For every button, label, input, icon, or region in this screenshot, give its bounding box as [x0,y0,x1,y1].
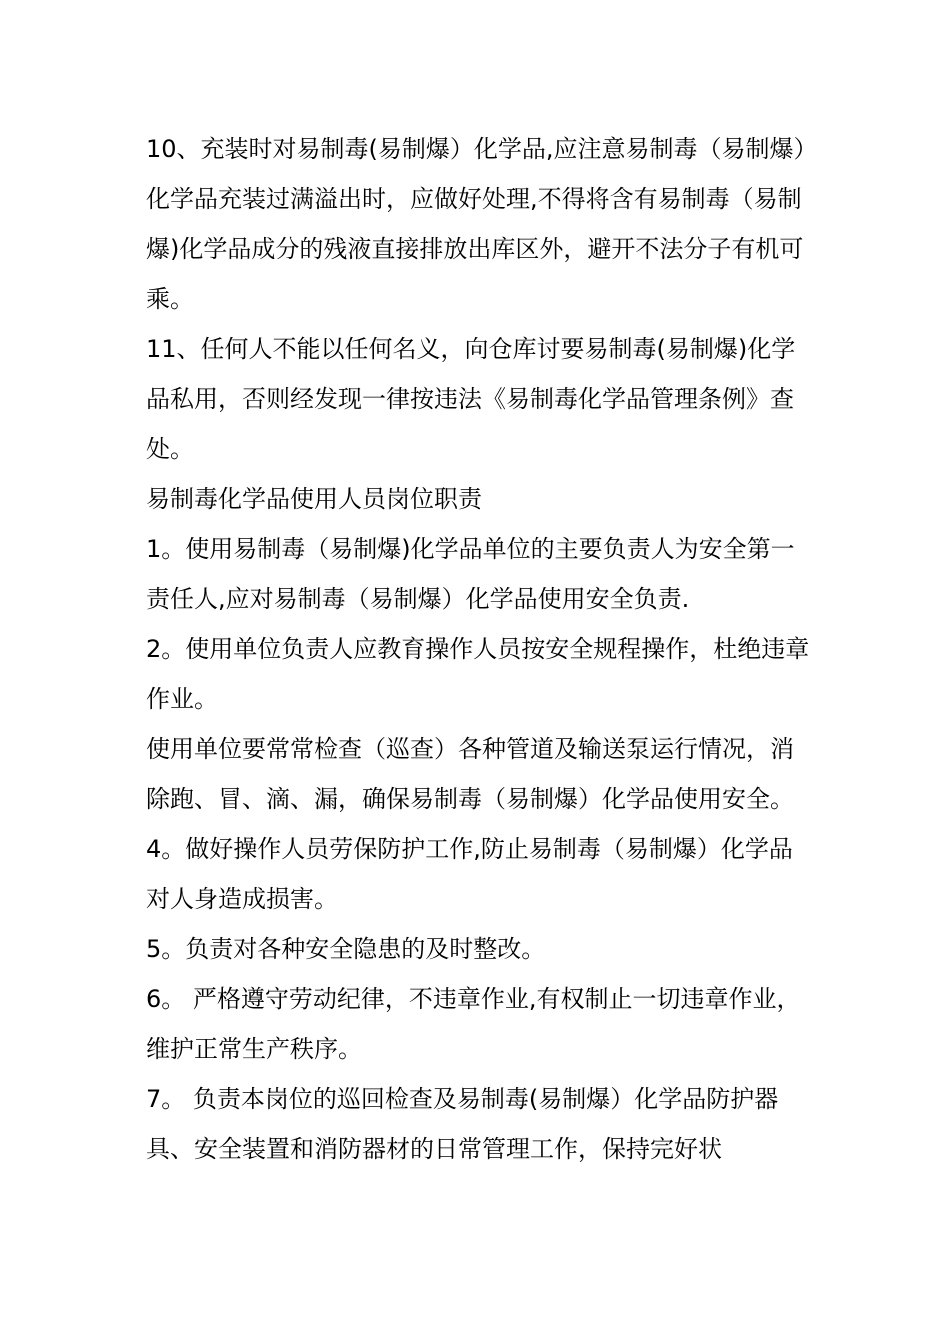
duty-item-4: 4。做好操作人员劳保防护工作,防止易制毒（易制爆）化学品对人身造成损害。 [146,835,793,913]
paragraph-11-private-use: 11、任何人不能以任何名义，向仓库讨要易制毒(易制爆)化学品私用，否则经发现一律按违法《易制毒化学品管理条例》查处。 [146,335,796,463]
duty-item-7: 7。 负责本岗位的巡回检查及易制毒(易制爆）化学品防护器具、安全装置和消防器材的日常管理工作，保持完好状 [146,1085,779,1163]
duty-item-6: 6。 严格遵守劳动纪律，不违章作业,有权制止一切违章作业，维护正常生产秩序。 [146,985,801,1063]
section-heading: 易制毒化学品使用人员岗位职责 [146,485,482,513]
duty-item-1: 1。使用易制毒（易制爆)化学品单位的主要负责人为安全第一责任人,应对易制毒（易制爆）化学品使用安全负责. [146,535,795,613]
duty-item-3: 使用单位要常常检查（巡查）各种管道及输送泵运行情况，消除跑、冒、滴、漏，确保易制毒（易制爆）化学品使用安全。 [146,735,794,813]
paragraph-10-filling: 10、充装时对易制毒(易制爆）化学品,应注意易制毒（易制爆）化学品充装过满溢出时，应做好处理,不得将含有易制毒（易制爆)化学品成分的残液直接排放出库区外，避开不法分子有机可乘。 [146,135,806,313]
duty-item-2: 2。使用单位负责人应教育操作人员按安全规程操作，杜绝违章作业。 [146,635,810,713]
document-page [146,124,814,1174]
duty-item-5: 5。负责对各种安全隐患的及时整改。 [146,935,546,963]
